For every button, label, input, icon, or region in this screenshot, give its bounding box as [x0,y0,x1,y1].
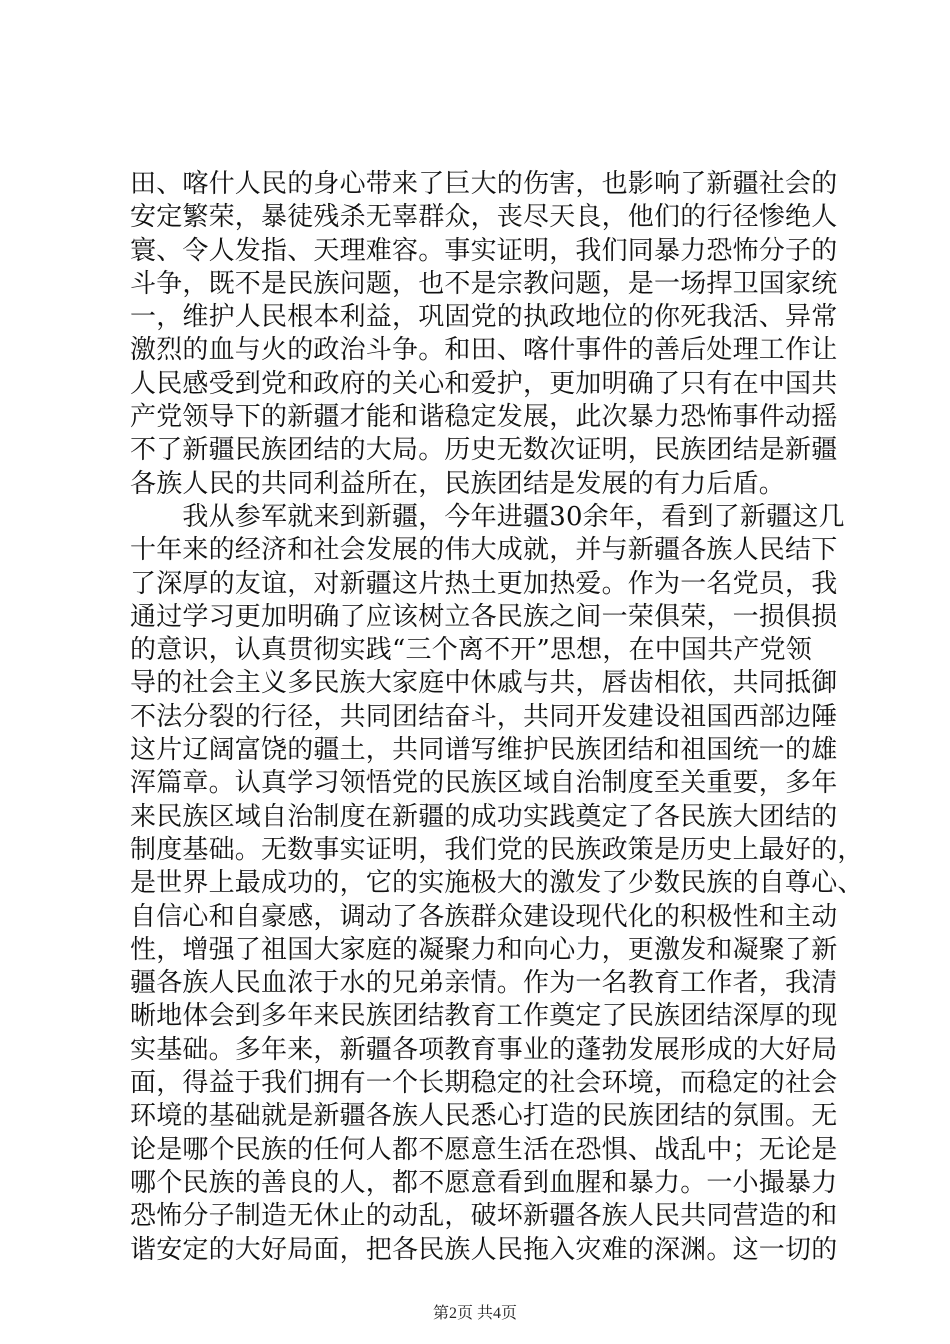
text-line: 面，得益于我们拥有一个长期稳定的社会环境，而稳定的社会 [130,1068,838,1099]
text-line: 环境的基础就是新疆各族人民悉心打造的民族团结的氛围。无 [130,1101,838,1132]
text-line: 的意识，认真贯彻实践“三个离不开”思想，在中国共产党领 [130,635,812,666]
text-line: 疆各族人民血浓于水的兄弟亲情。作为一名教育工作者，我清 [130,968,838,999]
text-line: 论是哪个民族的任何人都不愿意生活在恐惧、战乱中；无论是 [130,1134,838,1165]
text-line: 各族人民的共同利益所在，民族团结是发展的有力后盾。 [130,468,786,499]
body-text [130,168,864,1267]
text-line: 通过学习更加明确了应该树立各民族之间一荣俱荣，一损俱损 [130,601,838,632]
text-line: 性，增强了祖国大家庭的凝聚力和向心力，更激发和凝聚了新 [130,934,838,965]
text-line: 不法分裂的行径，共同团结奋斗，共同开发建设祖国西部边陲 [130,701,838,732]
text-line: 浑篇章。认真学习领悟党的民族区域自治制度至关重要，多年 [130,768,838,799]
text-line: 这片辽阔富饶的疆土，共同谱写维护民族团结和祖国统一的雄 [130,735,838,766]
text-line: 恐怖分子制造无休止的动乱，破坏新疆各族人民共同营造的和 [130,1201,838,1232]
text-line: 一，维护人民根本利益，巩固党的执政地位的你死我活、异常 [130,302,838,333]
text-line: 田、喀什人民的身心带来了巨大的伤害，也影响了新疆社会的 [130,169,838,199]
page-footer: 第2页 共4页 [432,1305,517,1322]
text-line: 寰、令人发指、天理难容。事实证明，我们同暴力恐怖分子的 [130,235,838,266]
text-line: 制度基础。无数事实证明，我们党的民族政策是历史上最好的， [130,834,864,865]
text-line: 自信心和自豪感，调动了各族群众建设现代化的积极性和主动 [130,901,838,932]
text-line: 斗争，既不是民族问题，也不是宗教问题，是一场捍卫国家统 [130,268,838,299]
text-line: 不了新疆民族团结的大局。历史无数次证明，民族团结是新疆 [130,435,838,466]
text-line: 是世界上最成功的，它的实施极大的激发了少数民族的自尊心、 [130,868,864,899]
text-line: 实基础。多年来，新疆各项教育事业的蓬勃发展形成的大好局 [130,1034,838,1065]
text-line: 产党领导下的新疆才能和谐稳定发展，此次暴力恐怖事件动摇 [130,402,838,433]
text-line: 了深厚的友谊，对新疆这片热土更加热爱。作为一名党员，我 [130,568,838,599]
text-line: 我从参军就来到新疆，今年进疆30余年，看到了新疆这几 [130,501,845,532]
text-line: 晰地体会到多年来民族团结教育工作奠定了民族团结深厚的现 [130,1001,838,1032]
text-line: 哪个民族的善良的人，都不愿意看到血腥和暴力。一小撮暴力 [130,1167,838,1198]
text-line: 激烈的血与火的政治斗争。和田、喀什事件的善后处理工作让 [130,335,838,366]
text-line: 安定繁荣，暴徒残杀无辜群众，丧尽天良，他们的行径惨绝人 [130,202,838,233]
text-line: 十年来的经济和社会发展的伟大成就，并与新疆各族人民结下 [130,535,838,566]
text-line: 来民族区域自治制度在新疆的成功实践奠定了各民族大团结的 [130,801,838,832]
text-line: 人民感受到党和政府的关心和爱护，更加明确了只有在中国共 [130,368,838,399]
text-line: 导的社会主义多民族大家庭中休戚与共，唇齿相依，共同抵御 [130,668,838,699]
text-line: 谐安定的大好局面，把各民族人民拖入灾难的深渊。这一切的 [130,1234,838,1265]
